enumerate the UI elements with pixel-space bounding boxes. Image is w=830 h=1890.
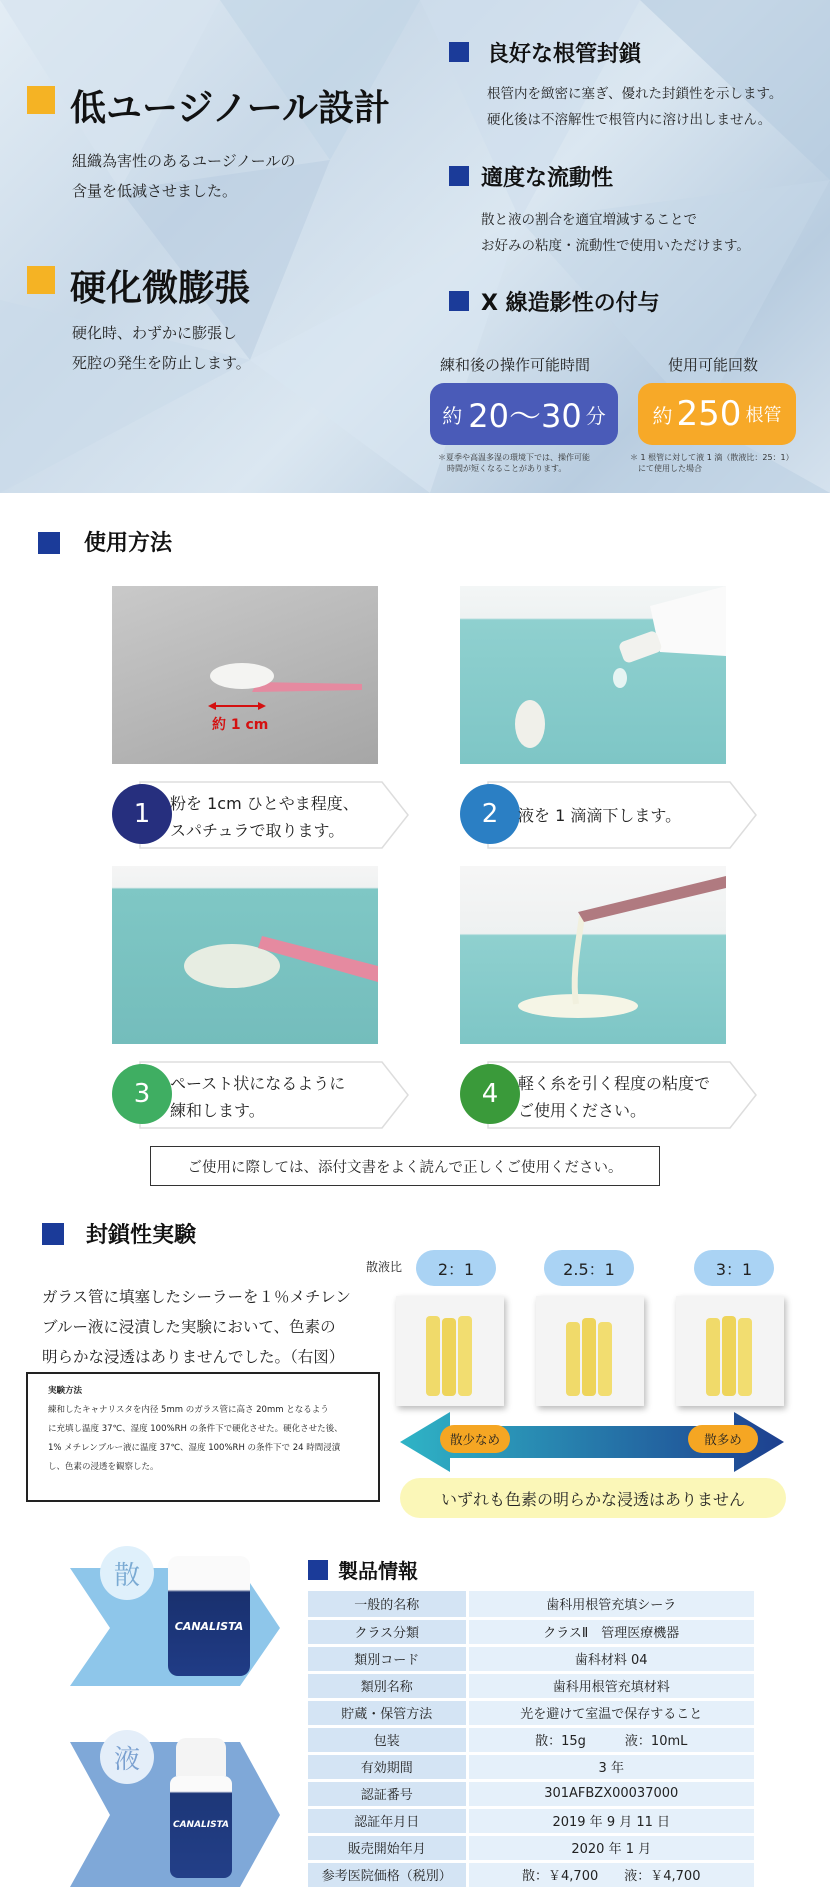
- uses-prefix: 約: [652, 403, 673, 428]
- product-info-row: [308, 1699, 754, 1726]
- step-3: [112, 1060, 410, 1136]
- liquid-label: 液: [100, 1730, 154, 1784]
- product-info-value: 2020 年 1 月: [467, 1834, 754, 1861]
- result-banner: いずれも色素の明らかな浸透はありません: [400, 1478, 786, 1518]
- product-info-value: 3 年: [467, 1753, 754, 1780]
- expansion-text-1: 硬化時、わずかに膨張し: [72, 324, 238, 342]
- product-info-key: 貯蔵・保管方法: [308, 1699, 467, 1726]
- product-info-row: [308, 1807, 754, 1834]
- navy-square-icon: [38, 532, 60, 554]
- working-time-unit: 分: [585, 403, 606, 428]
- navy-square-icon: [308, 1560, 328, 1580]
- method-line-1: 練和したキャナリスタを内径 5mm のガラス管に高さ 20mm となるよう: [48, 1405, 329, 1415]
- product-info-row: [308, 1591, 754, 1618]
- product-info-key: 認証番号: [308, 1780, 467, 1807]
- uses-label: 使用可能回数: [668, 356, 759, 374]
- navy-square-icon: [449, 42, 469, 62]
- ratio-3-1: 3：1: [694, 1250, 774, 1286]
- method-line-2: に充填し温度 37℃、湿度 100%RH の条件下で硬化させた。硬化させた後、: [48, 1424, 343, 1434]
- expansion-title: 硬化微膨張: [70, 268, 251, 309]
- product-info-table: [308, 1591, 754, 1890]
- ratio-2-1: 2：1: [416, 1250, 496, 1286]
- step-1-number: 1: [112, 784, 172, 844]
- product-info-value: クラスⅡ 管理医療機器: [467, 1618, 754, 1645]
- step-2-number: 2: [460, 784, 520, 844]
- step-1-size-label: 約 1 cm: [212, 717, 269, 733]
- liquid-bottle-cap: [176, 1738, 226, 1776]
- step-1-photo: [112, 586, 378, 764]
- working-time-label: 練和後の操作可能時間: [440, 356, 591, 374]
- product-info-key: 販売開始年月: [308, 1834, 467, 1861]
- product-info-row: [308, 1645, 754, 1672]
- product-info-key: 有効期間: [308, 1753, 467, 1780]
- powder-bottle-image: [168, 1556, 250, 1676]
- step-1-line-1: 粉を 1cm ひとやま程度、: [170, 794, 359, 813]
- step-2: [460, 780, 758, 856]
- more-powder-badge: 散多め: [688, 1425, 758, 1453]
- working-time-note-1: ＊夏季や高温多湿の環境下では、操作可能: [438, 453, 590, 462]
- product-info-value: 2019 年 9 月 11 日: [467, 1807, 754, 1834]
- product-info-key: 一般的名称: [308, 1591, 467, 1618]
- product-info-value: 散：￥4,700 液：￥4,700: [467, 1861, 754, 1888]
- product-info-row: [308, 1753, 754, 1780]
- hero-section: [0, 0, 830, 493]
- navy-square-icon: [42, 1223, 64, 1245]
- product-info-row: [308, 1726, 754, 1753]
- navy-square-icon: [449, 166, 469, 186]
- uses-unit: 根管: [745, 405, 782, 426]
- ratio-2-5-1: 2.5：1: [544, 1250, 634, 1286]
- low-eugenol-text-2: 含量を低減させました。: [72, 182, 238, 200]
- step-1: [112, 780, 410, 856]
- method-line-4: し、色素の浸透を観察した。: [48, 1462, 159, 1472]
- sealing-test-desc-3: 明らかな浸透はありませんでした。（右図）: [42, 1348, 345, 1366]
- method-line-3: 1% メチレンブルー液に温度 37℃、湿度 100%RH の条件下で 24 時間浸漬: [48, 1443, 341, 1453]
- liquid-bottle-brand: CANALISTA: [172, 1820, 230, 1830]
- flow-text-1: 散と液の割合を適宜増減することで: [481, 212, 697, 228]
- sealing-text-2: 硬化後は不溶解性で根管内に溶け出しません。: [487, 112, 772, 128]
- step-2-photo: [460, 586, 726, 764]
- product-info-key: 包装: [308, 1726, 467, 1753]
- expansion-text-2: 死腔の発生を防止します。: [72, 354, 251, 372]
- product-info-row: [308, 1780, 754, 1807]
- product-info-key: 類別名称: [308, 1672, 467, 1699]
- product-info-value: 301AFBZX00037000: [467, 1780, 754, 1807]
- sealing-title: 良好な根管封鎖: [487, 42, 642, 67]
- product-info-row: [308, 1672, 754, 1699]
- step-4-line-1: 軽く糸を引く程度の粘度で: [518, 1074, 711, 1093]
- product-info-value: 光を避けて室温で保存すること: [467, 1699, 754, 1726]
- uses-pill: [638, 383, 796, 445]
- tubes-photo-3-1: [676, 1296, 784, 1406]
- working-time-note-2: 時間が短くなることがあります。: [447, 464, 567, 473]
- flow-title: 適度な流動性: [481, 166, 614, 191]
- tubes-photo-2-1: [396, 1296, 504, 1406]
- usage-title: 使用方法: [84, 531, 173, 556]
- step-4: [460, 1060, 758, 1136]
- product-info-value: 歯科材料 04: [467, 1645, 754, 1672]
- sealing-test-desc-1: ガラス管に填塞したシーラーを１％メチレン: [42, 1288, 351, 1306]
- tubes-photo-2-5-1: [536, 1296, 644, 1406]
- ratio-label: 散液比: [366, 1260, 403, 1274]
- method-title: 実験方法: [48, 1386, 83, 1396]
- liquid-bottle-image: [170, 1776, 232, 1878]
- product-info-row: [308, 1834, 754, 1861]
- uses-note-1: ＊ 1 根管に対して液 1 滴（散液比：25：1）: [630, 453, 794, 462]
- navy-square-icon: [449, 291, 469, 311]
- uses-note-2: にて使用した場合: [638, 464, 702, 473]
- step-4-number: 4: [460, 1064, 520, 1124]
- sealing-test-desc: [42, 1282, 351, 1372]
- working-time-pill: [430, 383, 618, 445]
- step-4-line-2: ご使用ください。: [518, 1101, 647, 1120]
- step-4-photo: [460, 866, 726, 1044]
- product-info-key: 類別コード: [308, 1645, 467, 1672]
- usage-notice: ご使用に際しては、添付文書をよく読んで正しくご使用ください。: [150, 1146, 660, 1186]
- method-box: [26, 1372, 380, 1502]
- xray-title: X 線造影性の付与: [481, 291, 660, 316]
- working-time-prefix: 約: [442, 403, 463, 428]
- orange-square-icon: [27, 266, 55, 294]
- step-3-line-1: ペースト状になるように: [170, 1074, 346, 1093]
- step-3-number: 3: [112, 1064, 172, 1124]
- less-powder-badge: 散少なめ: [440, 1425, 510, 1453]
- powder-label: 散: [100, 1546, 154, 1600]
- uses-value: 250: [676, 394, 742, 434]
- step-2-line-1: 液を 1 滴滴下します。: [518, 806, 682, 825]
- product-title: 製品情報: [338, 1559, 418, 1583]
- flow-text-2: お好みの粘度・流動性で使用いただけます。: [481, 238, 750, 254]
- sealing-test-desc-2: ブルー液に浸漬した実験において、色素の: [42, 1318, 336, 1336]
- working-time-value: 20〜30: [468, 397, 582, 435]
- sealing-test-title: 封鎖性実験: [86, 1223, 197, 1248]
- orange-square-icon: [27, 86, 55, 114]
- step-1-line-2: スパチュラで取ります。: [170, 821, 345, 840]
- step-3-photo: [112, 866, 378, 1044]
- powder-bottle-brand: CANALISTA: [174, 1620, 244, 1633]
- product-info-key: 認証年月日: [308, 1807, 467, 1834]
- product-info-key: 参考医院価格（税別）: [308, 1861, 467, 1888]
- product-info-value: 歯科用根管充填材料: [467, 1672, 754, 1699]
- low-eugenol-text-1: 組織為害性のあるユージノールの: [72, 152, 296, 170]
- product-info-row: [308, 1861, 754, 1888]
- sealing-text-1: 根管内を緻密に塞ぎ、優れた封鎖性を示します。: [487, 86, 783, 102]
- product-info-value: 歯科用根管充填シーラ: [467, 1591, 754, 1618]
- product-info-key: クラス分類: [308, 1618, 467, 1645]
- product-info-row: [308, 1618, 754, 1645]
- step-3-line-2: 練和します。: [170, 1101, 265, 1120]
- low-eugenol-title: 低ユージノール設計: [70, 88, 391, 129]
- product-info-value: 散：15g 液：10mL: [467, 1726, 754, 1753]
